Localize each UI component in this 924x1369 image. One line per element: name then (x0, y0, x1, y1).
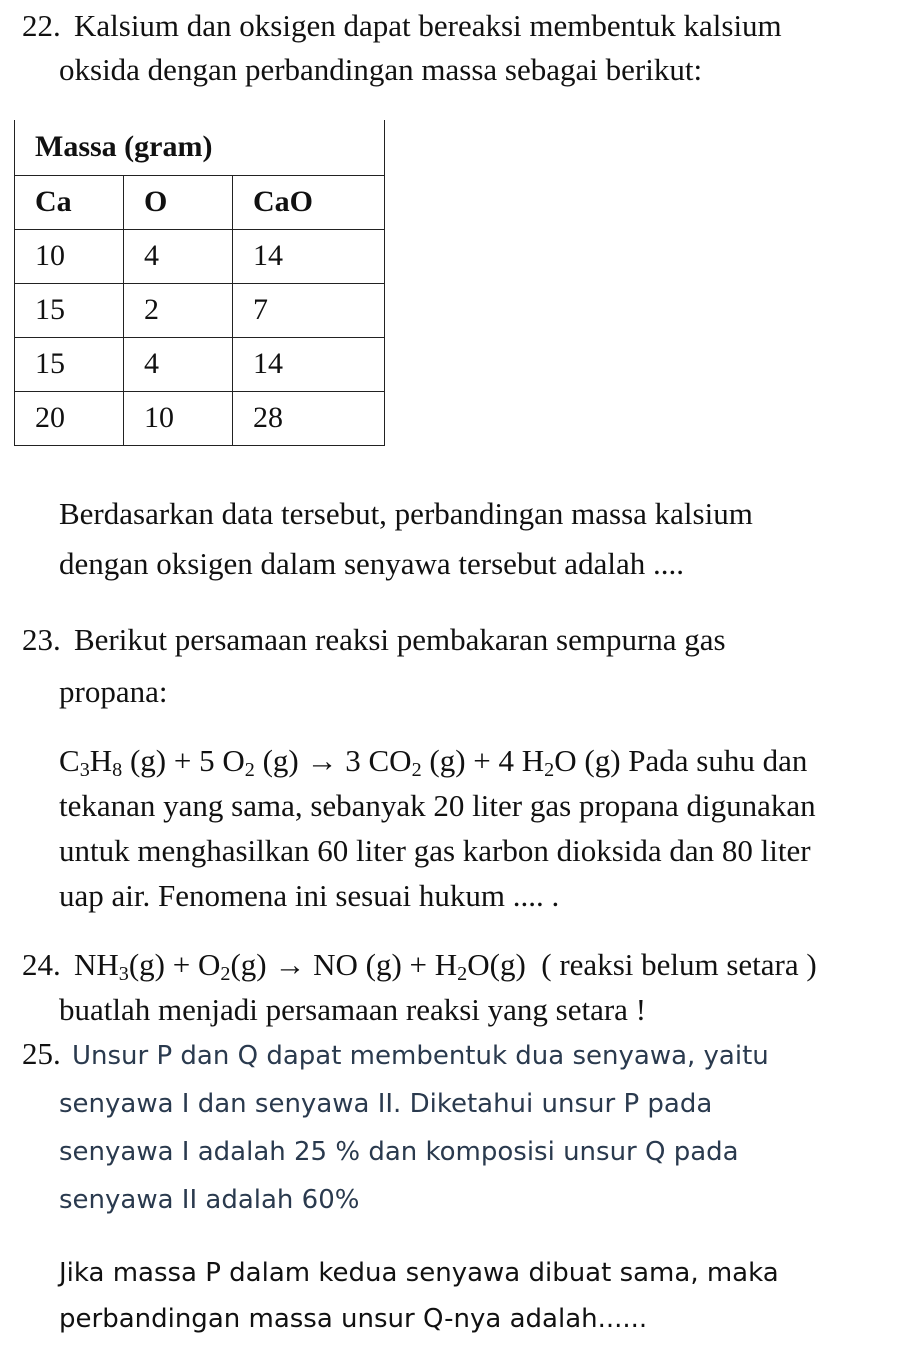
cell: 14 (233, 229, 385, 283)
cell: 15 (15, 337, 124, 391)
cell: 20 (15, 391, 124, 445)
q22-question (59, 489, 753, 589)
table-row (15, 229, 385, 283)
q22-line2: oksida dengan perbandingan massa sebagai berikut: (59, 52, 703, 87)
q24 (22, 942, 817, 1032)
q25-intro (22, 1032, 769, 1224)
cell: 10 (15, 229, 124, 283)
q22-question-line1: Berdasarkan data tersebut, perbandingan massa kalsium (59, 496, 753, 531)
q23-number: 23. (22, 622, 61, 657)
q23-equation: $C_3H_8$ (g) + 5 $O_2$ (g) → 3 $CO_2$ (g) + 4 $H_2O$ (g) Pada suhu dan (59, 743, 808, 782)
cell: 7 (233, 283, 385, 337)
q23-intro (22, 614, 726, 718)
q24-note: ( reaksi belum setara ) (541, 947, 817, 982)
q24-number: 24. (22, 947, 61, 982)
q24-equation: 24. $NH_3(g) + O_2(g)$ → NO $(g) + H_2O(g)$ ( reaksi belum setara ) (22, 942, 817, 987)
table-group-header: Massa (gram) (15, 120, 385, 175)
q25-line3: senyawa I adalah 25 % dan komposisi unsur Q pada (59, 1137, 739, 1167)
q22-question-line2: dengan oksigen dalam senyawa tersebut adalah .... (59, 546, 684, 581)
q25-question-line2: perbandingan massa unsur Q-nya adalah...... (59, 1304, 648, 1334)
mass-table (14, 120, 385, 446)
cell: 15 (15, 283, 124, 337)
q23-body (59, 738, 816, 918)
table-row (15, 337, 385, 391)
q23-line1: Berikut persamaan reaksi pembakaran sempurna gas (74, 622, 726, 657)
q23-line6: uap air. Fenomena ini sesuai hukum .... . (59, 878, 560, 913)
q22-line1: Kalsium dan oksigen dapat bereaksi membentuk kalsium (74, 8, 782, 43)
q22-number: 22. (22, 8, 61, 43)
q25-line2: senyawa I dan senyawa II. Diketahui unsur P pada (59, 1089, 713, 1119)
q23-line4: tekanan yang sama, sebanyak 20 liter gas propana digunakan (59, 788, 816, 823)
cell: 4 (124, 337, 233, 391)
q23-line5: untuk menghasilkan 60 liter gas karbon dioksida dan 80 liter (59, 833, 811, 868)
cell: 14 (233, 337, 385, 391)
q22-intro (22, 4, 782, 92)
cell: 2 (124, 283, 233, 337)
table-col-cao: CaO (233, 175, 385, 229)
table-row (15, 391, 385, 445)
cell: 4 (124, 229, 233, 283)
table-col-ca: Ca (15, 175, 124, 229)
cell: 10 (124, 391, 233, 445)
q23-line2: propana: (59, 674, 168, 709)
q24-line2: buatlah menjadi persamaan reaksi yang setara ! (59, 992, 647, 1027)
q25-number: 25. (22, 1036, 61, 1071)
q25-question (59, 1250, 779, 1342)
cell: 28 (233, 391, 385, 445)
q25-question-line1: Jika massa P dalam kedua senyawa dibuat sama, maka (59, 1258, 779, 1288)
table-col-o: O (124, 175, 233, 229)
table-row (15, 283, 385, 337)
q25-line4: senyawa II adalah 60% (59, 1185, 360, 1215)
q25-line1: Unsur P dan Q dapat membentuk dua senyawa, yaitu (72, 1041, 769, 1071)
